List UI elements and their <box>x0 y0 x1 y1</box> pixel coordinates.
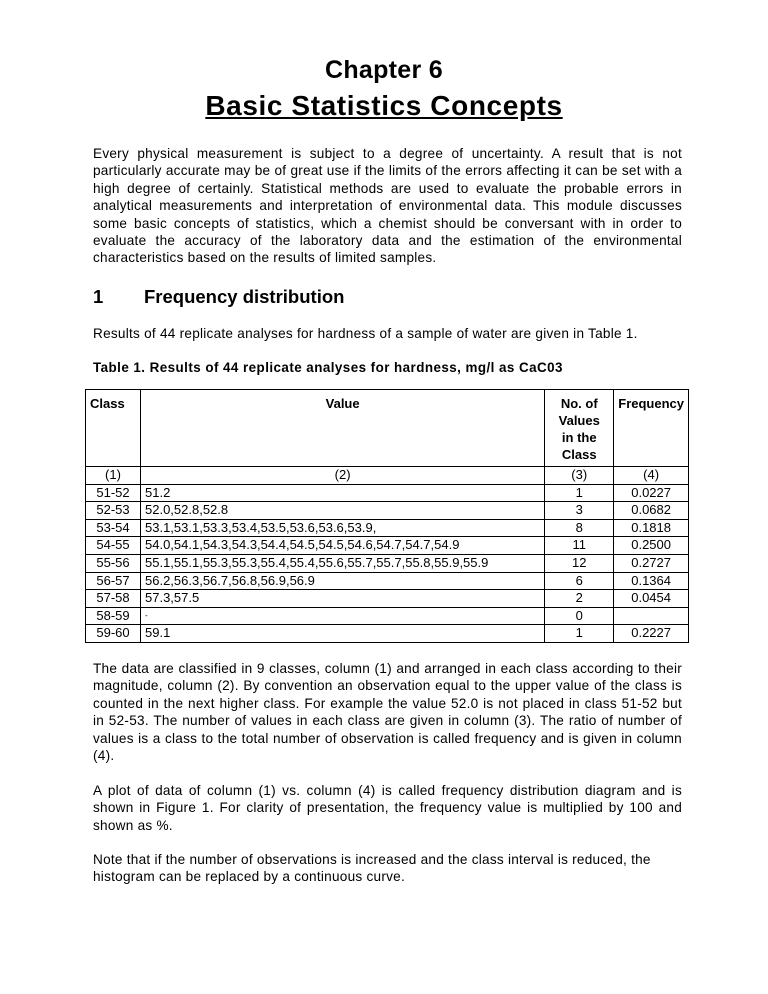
header-class: Class <box>86 390 141 467</box>
cell-class: 56-57 <box>86 572 141 590</box>
cell-frequency: 0.0454 <box>614 590 689 608</box>
cell-values: 54.0,54.1,54.3,54.3,54.4,54.5,54.5,54.6,54.7,54.7,54.9 <box>141 537 545 555</box>
cell-values: 59.1 <box>141 625 545 643</box>
page-title: Basic Statistics Concepts <box>205 90 563 121</box>
cell-frequency: 0.1818 <box>614 519 689 537</box>
cell-count: 1 <box>545 484 614 502</box>
cell-count: 3 <box>545 502 614 520</box>
section-number: 1 <box>93 286 104 307</box>
column-number: (4) <box>614 467 689 485</box>
cell-class: 59-60 <box>86 625 141 643</box>
table-caption: Table 1. Results of 44 replicate analyses for hardness, mg/l as CaC03 <box>93 360 563 375</box>
cell-values: - <box>141 607 545 625</box>
header-count-line: Class <box>561 447 597 462</box>
table-row <box>86 607 689 625</box>
chapter-label: Chapter 6 <box>324 56 443 84</box>
cell-frequency: 0.1364 <box>614 572 689 590</box>
cell-class: 53-54 <box>86 519 141 537</box>
column-number: (1) <box>86 467 141 485</box>
cell-count: 0 <box>545 607 614 625</box>
header-count-line: No. of <box>560 396 598 411</box>
cell-values: 55.1,55.1,55.3,55.3,55.4,55.4,55.6,55.7,55.7,55.8,55.9,55.9 <box>141 554 545 572</box>
cell-count: 1 <box>545 625 614 643</box>
classification-paragraph: The data are classified in 9 classes, column (1) and arranged in each class according to their magnitude, column (2). By convention an observation equal to the upper value of the class is counted in the next higher class. For example the value 52.0 is not placed in class 51-52 but in 52-53. The number of values in each class are given in column (3). The ratio of number of values is a class to the total number of observation is called frequency and is given in column (4). <box>93 661 682 764</box>
table-header-row <box>86 390 689 467</box>
cell-class: 55-56 <box>86 554 141 572</box>
header-count <box>545 390 614 467</box>
note-paragraph: Note that if the number of observations is increased and the class interval is reduced, the histogram can be replaced by a continuous curve. <box>93 852 651 885</box>
table-row <box>86 554 689 572</box>
cell-class: 54-55 <box>86 537 141 555</box>
table-row <box>86 502 689 520</box>
cell-class: 58-59 <box>86 607 141 625</box>
plot-paragraph: A plot of data of column (1) vs. column (4) is called frequency distribution diagram and is shown in Figure 1. For clarity of presentation, the frequency value is multiplied by 100 and shown as %. <box>93 783 682 833</box>
table-row <box>86 625 689 643</box>
header-count-line: in the <box>561 430 597 445</box>
cell-values: 57.3,57.5 <box>141 590 545 608</box>
column-number: (3) <box>545 467 614 485</box>
cell-count: 2 <box>545 590 614 608</box>
section-intro-paragraph: Results of 44 replicate analyses for hardness of a sample of water are given in Table 1. <box>93 326 638 341</box>
cell-frequency <box>614 607 689 625</box>
column-number-row <box>86 467 689 485</box>
cell-frequency: 0.0682 <box>614 502 689 520</box>
cell-frequency: 0.0227 <box>614 484 689 502</box>
table-row <box>86 590 689 608</box>
cell-values: 52.0,52.8,52.8 <box>141 502 545 520</box>
cell-frequency: 0.2227 <box>614 625 689 643</box>
header-value: Value <box>141 390 545 467</box>
intro-paragraph: Every physical measurement is subject to a degree of uncertainty. A result that is not particularly accurate may be of great use if the limits of the errors affecting it can be set with a high degree of certainly. Statistical methods are used to evaluate the probable errors in analytical measurements and interpretation of environmental data. This module discusses some basic concepts of statistics, which a chemist should be conversant with in order to evaluate the accuracy of the laboratory data and the estimation of the environmental characteristics based on the results of limited samples. <box>93 146 682 266</box>
cell-count: 8 <box>545 519 614 537</box>
table-row <box>86 519 689 537</box>
cell-class: 51-52 <box>86 484 141 502</box>
cell-count: 6 <box>545 572 614 590</box>
column-number: (2) <box>141 467 545 485</box>
cell-frequency: 0.2500 <box>614 537 689 555</box>
header-count-line: Values <box>558 413 600 428</box>
table-row <box>86 572 689 590</box>
section-heading <box>93 286 344 308</box>
cell-count: 12 <box>545 554 614 572</box>
cell-class: 57-58 <box>86 590 141 608</box>
cell-values: 53.1,53.1,53.3,53.4,53.5,53.6,53.6,53.9, <box>141 519 545 537</box>
header-frequency: Frequency <box>614 390 689 467</box>
table-row <box>86 537 689 555</box>
cell-values: 56.2,56.3,56.7,56.8,56.9,56.9 <box>141 572 545 590</box>
section-title: Frequency distribution <box>144 286 345 307</box>
cell-frequency: 0.2727 <box>614 554 689 572</box>
hardness-table <box>85 389 689 643</box>
cell-count: 11 <box>545 537 614 555</box>
cell-values: 51.2 <box>141 484 545 502</box>
table-row <box>86 484 689 502</box>
cell-class: 52-53 <box>86 502 141 520</box>
